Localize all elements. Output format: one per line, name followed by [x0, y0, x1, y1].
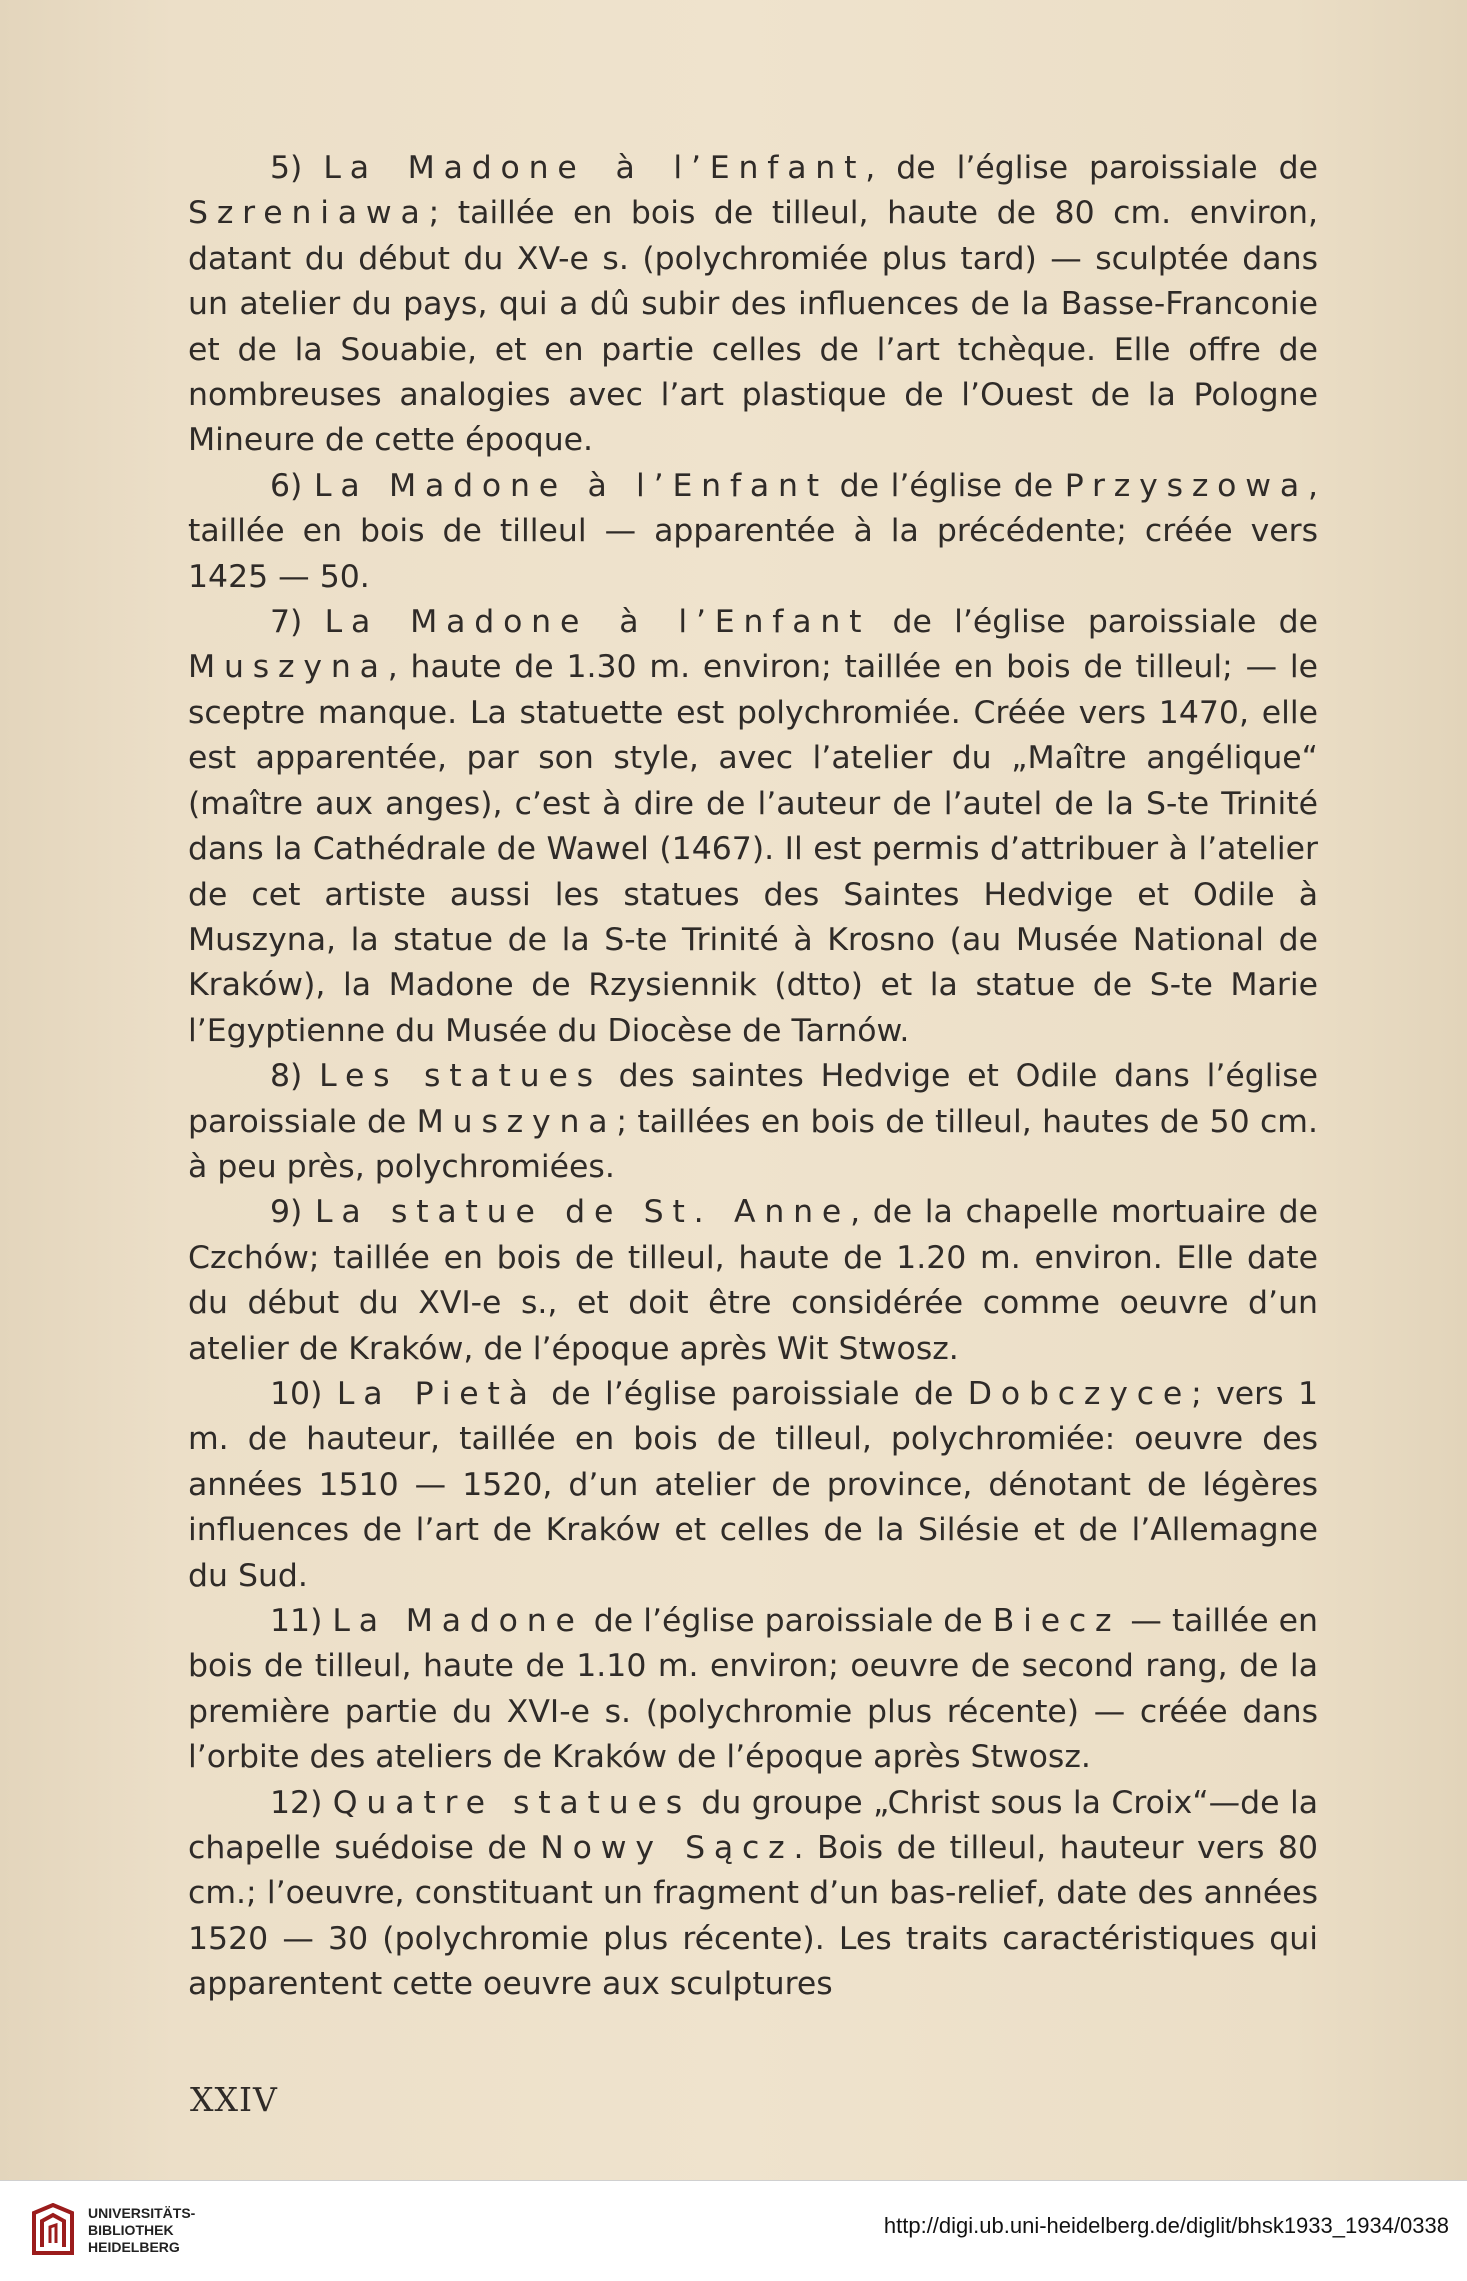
- paragraph-number: 7): [270, 604, 303, 641]
- paragraph-title: La Madone à l’Enfant: [324, 604, 871, 641]
- paragraph-9: [188, 1190, 1318, 1372]
- paragraph-title: La Madone à l’Enfant: [323, 150, 866, 186]
- institution-name: [88, 2205, 195, 2256]
- paragraph-lead: de l’église paroissiale de: [870, 604, 1319, 641]
- paragraph-7: [188, 600, 1318, 1054]
- paragraph-body: ; vers 1 m. de hauteur, taillée en bois de tilleul, polychromiée: oeuvre des années 1510 — 1520, d’un atelier de province, dénotant de légères influences de l’art de Kraków et celles de la Silésie et de l’Allemagne du Sud.: [188, 1375, 1319, 1594]
- paragraph-title: Les statues: [319, 1058, 602, 1095]
- library-logo-icon: [28, 2203, 78, 2259]
- paragraph-title: La statue de St. Anne: [315, 1194, 851, 1231]
- paragraph-12: [188, 1781, 1318, 2008]
- paragraph-lead: des saintes Hedvige et Odile dans l’église paroissiale de: [188, 1058, 1319, 1140]
- paragraph-body: , haute de 1.30 m. environ; taillée en bois de tilleul; — le sceptre manque. La statuette est polychromiée. Créée vers 1470, elle est apparentée, par son style, avec l’atelier du „Maître angélique“ (maître aux anges), c’est à dire de l’auteur de l’autel de la S-te Trinité dans la Cathédrale de Wawel (1467). Il est permis d’attribuer à l’atelier de cet artiste aussi les statues des Saintes Hedvige et Odile à Muszyna, la statue de la S-te Trinité à Krosno (au Musée National de Kraków), la Madone de Rzysiennik (dtto) et la statue de S-te Marie l’Egyptienne du Musée du Diocèse de Tarnów.: [188, 649, 1318, 1049]
- paragraph-place: Przyszowa: [1064, 467, 1308, 504]
- library-footer: [0, 2180, 1467, 2281]
- paragraph-body: , taillée en bois de tilleul — apparentée à la précédente; créée vers 1425 — 50.: [188, 467, 1318, 595]
- paragraph-title: La Pietà: [336, 1375, 537, 1412]
- paragraph-lead: de l’église paroissiale de: [536, 1375, 968, 1412]
- institution-line: HEIDELBERG: [88, 2239, 180, 2255]
- paragraph-6: [188, 464, 1318, 600]
- paragraph-lead: du groupe „Christ sous la Croix“—de la chapelle suédoise de: [188, 1784, 1318, 1867]
- paragraph-number: 8): [270, 1058, 303, 1095]
- paragraph-place: Nowy Sącz: [540, 1830, 794, 1867]
- paragraph-body: ; taillée en bois de tilleul, haute de 1.20 m. environ. Elle date du début du XVI-e s., et doit être considérée comme oeuvre d’un atelier de Kraków, de l’époque après Wit Stwosz.: [188, 1239, 1318, 1367]
- paragraph-lead: , de l’église paroissiale de: [865, 150, 1319, 186]
- paragraph-11: [188, 1599, 1318, 1781]
- institution-line: UNIVERSITÄTS-: [88, 2205, 196, 2221]
- paragraph-10: [188, 1372, 1318, 1599]
- paragraph-title: Quatre statues: [332, 1784, 691, 1821]
- paragraph-place: Szreniawa: [188, 195, 429, 232]
- paragraph-number: 9): [270, 1194, 303, 1231]
- paragraph-number: 12): [270, 1784, 323, 1821]
- source-url[interactable]: http://digi.ub.uni-heidelberg.de/diglit/bhsk1933_1934/0338: [883, 2213, 1449, 2238]
- paragraph-number: 5): [270, 150, 303, 186]
- paragraph-title: La Madone à l’Enfant: [314, 467, 828, 504]
- paragraph-body: ; taillées en bois de tilleul, hautes de 50 cm. à peu près, polychromiées.: [188, 1103, 1318, 1185]
- paragraph-number: 6): [270, 467, 303, 504]
- paragraph-place: Dobczyce: [967, 1375, 1192, 1412]
- page-number: XXIV: [190, 2080, 278, 2119]
- paragraph-5: [188, 146, 1318, 464]
- paragraph-lead: de l’église de: [827, 467, 1065, 504]
- paragraph-body: . Bois de tilleul, hauteur vers 80 cm.; l’oeuvre, constituant un fragment d’un bas-relief, date des années 1520 — 30 (polychromie plus récente). Les traits caractéristiques qui apparentent cette oeuvre aux sculptures: [188, 1830, 1318, 2003]
- paragraph-number: 10): [270, 1375, 323, 1412]
- paragraph-8: [188, 1054, 1318, 1190]
- paragraph-number: 11): [270, 1603, 323, 1639]
- paragraph-title: La Madone: [332, 1603, 584, 1639]
- body-text: [188, 146, 1318, 2008]
- paragraph-lead: , de la chapelle mortuaire de Czchów: [188, 1194, 1318, 1276]
- paragraph-place: Muszyna: [416, 1103, 617, 1140]
- paragraph-place: Muszyna: [188, 649, 388, 686]
- paragraph-lead: de l’église paroissiale de: [583, 1603, 993, 1639]
- paragraph-place: Biecz: [992, 1603, 1121, 1639]
- institution-line: BIBLIOTHEK: [88, 2222, 174, 2238]
- paragraph-body: — taillée en bois de tilleul, haute de 1.10 m. environ; oeuvre de second rang, de la première partie du XVI-e s. (polychromie plus récente) — créée dans l’orbite des ateliers de Kraków de l’époque après Stwosz.: [188, 1603, 1318, 1776]
- paragraph-body: ; taillée en bois de tilleul, haute de 80 cm. environ, datant du début du XV-e s. (polychromiée plus tard) — sculptée dans un atelier du pays, qui a dû subir des influences de la Basse-Franconie et de la Souabie, et en partie celles de l’art tchèque. Elle offre de nombreuses analogies avec l’art plastique de l’Ouest de la Pologne Mineure de cette époque.: [188, 195, 1318, 459]
